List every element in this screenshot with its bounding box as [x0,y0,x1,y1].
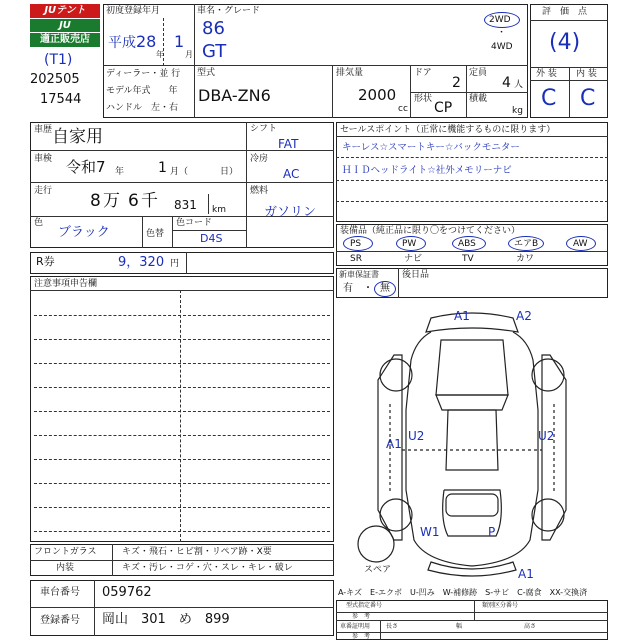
reg-month-unit: 月 [185,50,193,59]
recycle-unit: 円 [170,259,180,269]
disp-label: 排気量 [336,68,364,78]
stock-num1: 202505 [30,72,80,87]
mileage-sen-unit: 千 [141,191,158,211]
glass-value: キズ・飛石・ヒビ割・リペア跡・X要 [122,547,272,557]
load-label: 積載 [469,94,488,104]
equip-ps: PS [350,239,362,249]
equip-airb: エアB [514,239,539,249]
plate-label: 登録番号 [40,615,80,626]
car-label: 車名・グレード [197,6,261,16]
right-rear-wheel [532,499,564,531]
car-grade: GT [202,41,227,62]
notes-line [34,339,330,340]
aircon-value: AC [283,167,300,181]
color-code-label: 色コード [176,218,213,228]
reg-era: 平成 [108,35,136,51]
mark-a2-front: A2 [516,309,532,323]
equip-aw: AW [573,239,588,249]
cert-sanko2: 参 考 [352,633,371,640]
mileage-label: 走行 [34,186,53,196]
cert-len-label: 車番証明用 [340,623,371,630]
cert-len: 長さ [386,623,399,630]
left-front-wheel [380,359,412,391]
glass-label: フロントガラス [34,547,97,557]
car-name: 86 [202,18,225,39]
ju-logo [30,4,100,54]
equip-sr: SR [350,254,362,264]
recycle-value: 9，320 [118,255,165,270]
sales-line2: ＨＩＤヘッドライト☆社外メモリーナビ [342,165,512,176]
cap-unit: 人 [514,80,524,90]
equip-tv: TV [462,254,474,264]
mark-a1-rear: A1 [518,567,534,580]
warranty-none: 無 [380,283,390,294]
car-diagram [336,300,608,580]
shift-value: FAT [278,137,299,151]
mileage-unit: km [212,205,226,215]
recycle-label: R券 [36,255,55,268]
drive-4wd: 4WD [491,42,513,52]
mark-a1-front: A1 [454,309,470,323]
cap-label: 定員 [469,68,488,78]
reg-label: 初度登録年月 [106,6,161,16]
mileage-man: 8 [90,191,101,211]
chassis-value: 059762 [102,585,152,600]
logo-brand: JUテント [30,4,100,18]
equip-abs: ABS [458,239,476,249]
chassis-label: 車台番号 [40,587,80,598]
load-unit: kg [512,106,523,116]
warranty-value: 有 ・ [343,283,373,294]
fuel-value: ガソリン [264,205,317,220]
logo-ju: JU [30,19,100,32]
disp-unit: cc [398,104,408,114]
color-code: D4S [200,232,223,245]
shaken-day-unit: 日） [220,167,239,177]
mark-p: P [488,525,496,539]
dealer-row1: ディーラー・並 行 [106,69,181,79]
shaken-month: 1 [158,160,167,176]
cert-model: 型式指定番号 [346,602,383,609]
stock-num2: 17544 [40,92,82,107]
interior-label: 内装 [56,563,75,573]
usage-value: 自家用 [52,127,103,147]
door-label: ドア [414,68,432,78]
mark-u2-left: U2 [408,429,425,443]
cert-sanko: 参 考 [352,613,371,620]
equip-pw: PW [402,239,417,249]
sales-line1: キーレス☆スマートキー☆バックモニター [342,142,520,153]
later-label: 後日品 [402,270,430,280]
warranty-label: 新車保証書 [339,270,379,279]
color-value: ブラック [58,225,110,240]
reg-year: 28 [136,32,157,51]
drive-dot: ・ [497,28,507,38]
door-value: 2 [452,75,461,91]
model-label: 型式 [197,68,216,78]
sales-label: セールスポイント（正常に機能するものに限ります） [340,125,556,135]
notes-line [34,507,330,508]
reg-month: 1 [174,32,185,51]
equip-label: 装備品（純正品に限り〇をつけてください） [340,226,521,236]
model-value: DBA-ZN6 [198,86,271,105]
notes-line [34,315,330,316]
mark-w1: W1 [420,525,440,539]
usage-label: 車歴 [34,125,53,135]
disp-value: 2000 [358,86,397,104]
mark-u2-right: U2 [538,429,555,443]
dealer-row3: ハンドル 左・右 [106,103,179,113]
shaken-year-unit: 年 [115,167,125,177]
spare-label: スペア [364,565,392,575]
hyoka-score: (4) [549,30,581,55]
rear-window [446,494,498,516]
notes-label: 注意事項申告欄 [34,279,98,289]
notes-line [34,459,330,460]
right-front-wheel [532,359,564,391]
damage-legend: A-キズ E-エクボ U-凹み W-補修跡 S-サビ C-腐食 XX-交換済 [338,588,588,597]
cert-height: 高さ [524,623,537,630]
fuel-label: 燃料 [250,186,269,196]
drive-2wd: 2WD [489,15,511,25]
equip-kawa: カワ [516,254,535,264]
left-rear-wheel [380,499,412,531]
interior-value: キズ・汚レ・コゲ・穴・スレ・キレ・破レ [122,563,293,573]
dealer-row2: モデル年式 年 [106,86,178,96]
plate-value: 岡山 301 め 899 [102,612,230,627]
ext-grade: C [541,86,557,111]
shape-label: 形状 [414,94,433,104]
windshield [436,395,508,410]
cap-value: 4 [502,75,511,91]
equip-navi: ナビ [404,254,423,264]
cert-width: 幅 [456,623,463,630]
front-bumper [426,313,518,332]
shift-label: シフト [250,124,278,134]
mileage-detail: 831 [174,198,197,212]
logo-dealer: 適正販売店 [30,33,100,47]
cert-class: 類別区分番号 [482,602,519,609]
rear-bumper [428,562,516,576]
shaken-label: 車検 [34,154,53,164]
shaken-month-unit: 月（ [170,167,189,177]
mileage-man-unit: 万 [103,191,120,211]
aircon-label: 冷房 [250,154,269,164]
reg-year-unit: 年 [156,50,164,59]
notes-line [34,363,330,364]
int-label: 内 装 [576,69,597,79]
hood-panel [436,340,508,395]
notes-line [34,435,330,436]
int-grade: C [580,86,596,111]
stock-code: (T1) [44,52,73,68]
color-change-label: 色替 [146,229,165,239]
notes-line [34,483,330,484]
header-box [103,4,528,118]
notes-line [34,387,330,388]
spare-tire [358,526,394,562]
mark-a1-left: A1 [386,437,402,451]
shape-value: CP [434,100,453,116]
shaken-era: 令和7 [66,158,106,176]
notes-line [34,531,330,532]
roof-panel [446,410,498,470]
hyoka-label: 評 価 点 [542,7,588,17]
notes-line [34,411,330,412]
ext-label: 外 装 [536,69,557,79]
mileage-sen: 6 [128,191,139,211]
recycle-box [30,252,334,274]
color-label: 色 [34,218,44,228]
